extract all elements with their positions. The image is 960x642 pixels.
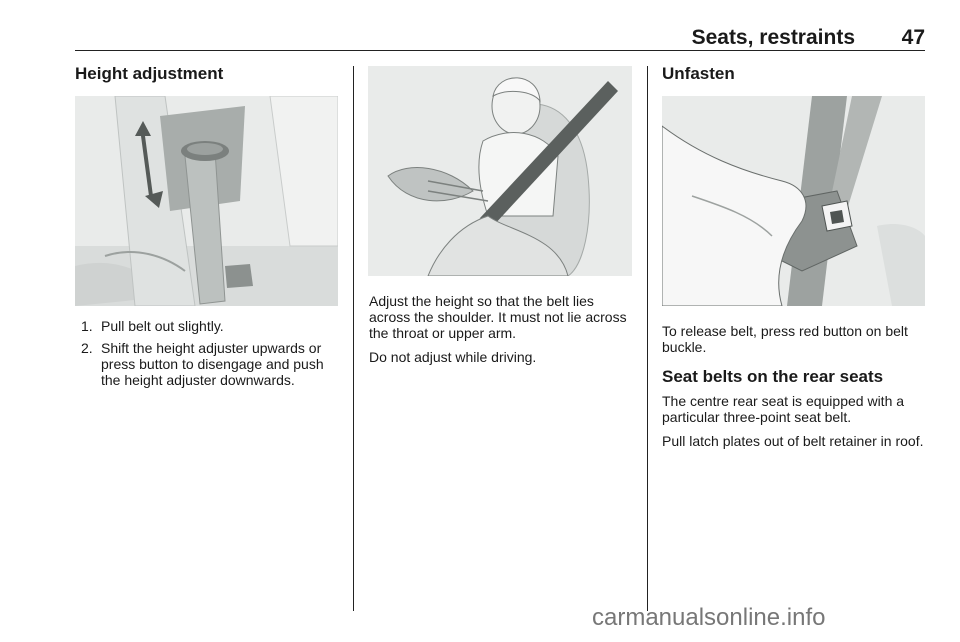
watermark: carmanualsonline.info — [592, 604, 826, 631]
driving-warning-paragraph: Do not adjust while driving. — [369, 349, 537, 365]
step-text: Pull belt out slightly. — [101, 318, 224, 334]
header-rule — [75, 50, 925, 51]
centre-seat-paragraph: The centre rear seat is equipped with a particular three-point seat belt. — [662, 393, 905, 425]
driver-seatbelt-illustration — [368, 66, 632, 281]
left-column — [75, 64, 340, 84]
list-item — [75, 318, 340, 334]
height-steps — [75, 318, 340, 394]
step-number: 2. — [81, 340, 93, 356]
list-item — [75, 340, 340, 388]
right-text — [662, 323, 926, 449]
page-number: 47 — [901, 26, 925, 49]
right-column — [662, 64, 925, 84]
belt-height-paragraph: Adjust the height so that the belt lies across the shoulder. It must not lie across the throat or upper arm. — [369, 293, 627, 341]
step-number: 1. — [81, 318, 93, 334]
heading-height-adjustment: Height adjustment — [75, 64, 224, 83]
page-header — [75, 26, 925, 50]
middle-text — [369, 293, 637, 365]
height-adjuster-illustration — [75, 96, 338, 311]
heading-rear-seat-belts: Seat belts on the rear seats — [662, 367, 884, 386]
steps-list — [75, 318, 340, 388]
column-divider-1 — [353, 66, 354, 611]
latch-plates-paragraph: Pull latch plates out of belt retainer in roof. — [662, 433, 924, 449]
heading-unfasten: Unfasten — [662, 64, 735, 83]
section-title: Seats, restraints — [691, 26, 855, 49]
release-paragraph: To release belt, press red button on belt buckle. — [662, 323, 908, 355]
buckle-release-illustration — [662, 96, 925, 311]
column-divider-2 — [647, 66, 648, 611]
step-text: Shift the height adjuster upwards or press button to disengage and push the height adjuster downwards. — [101, 340, 324, 388]
